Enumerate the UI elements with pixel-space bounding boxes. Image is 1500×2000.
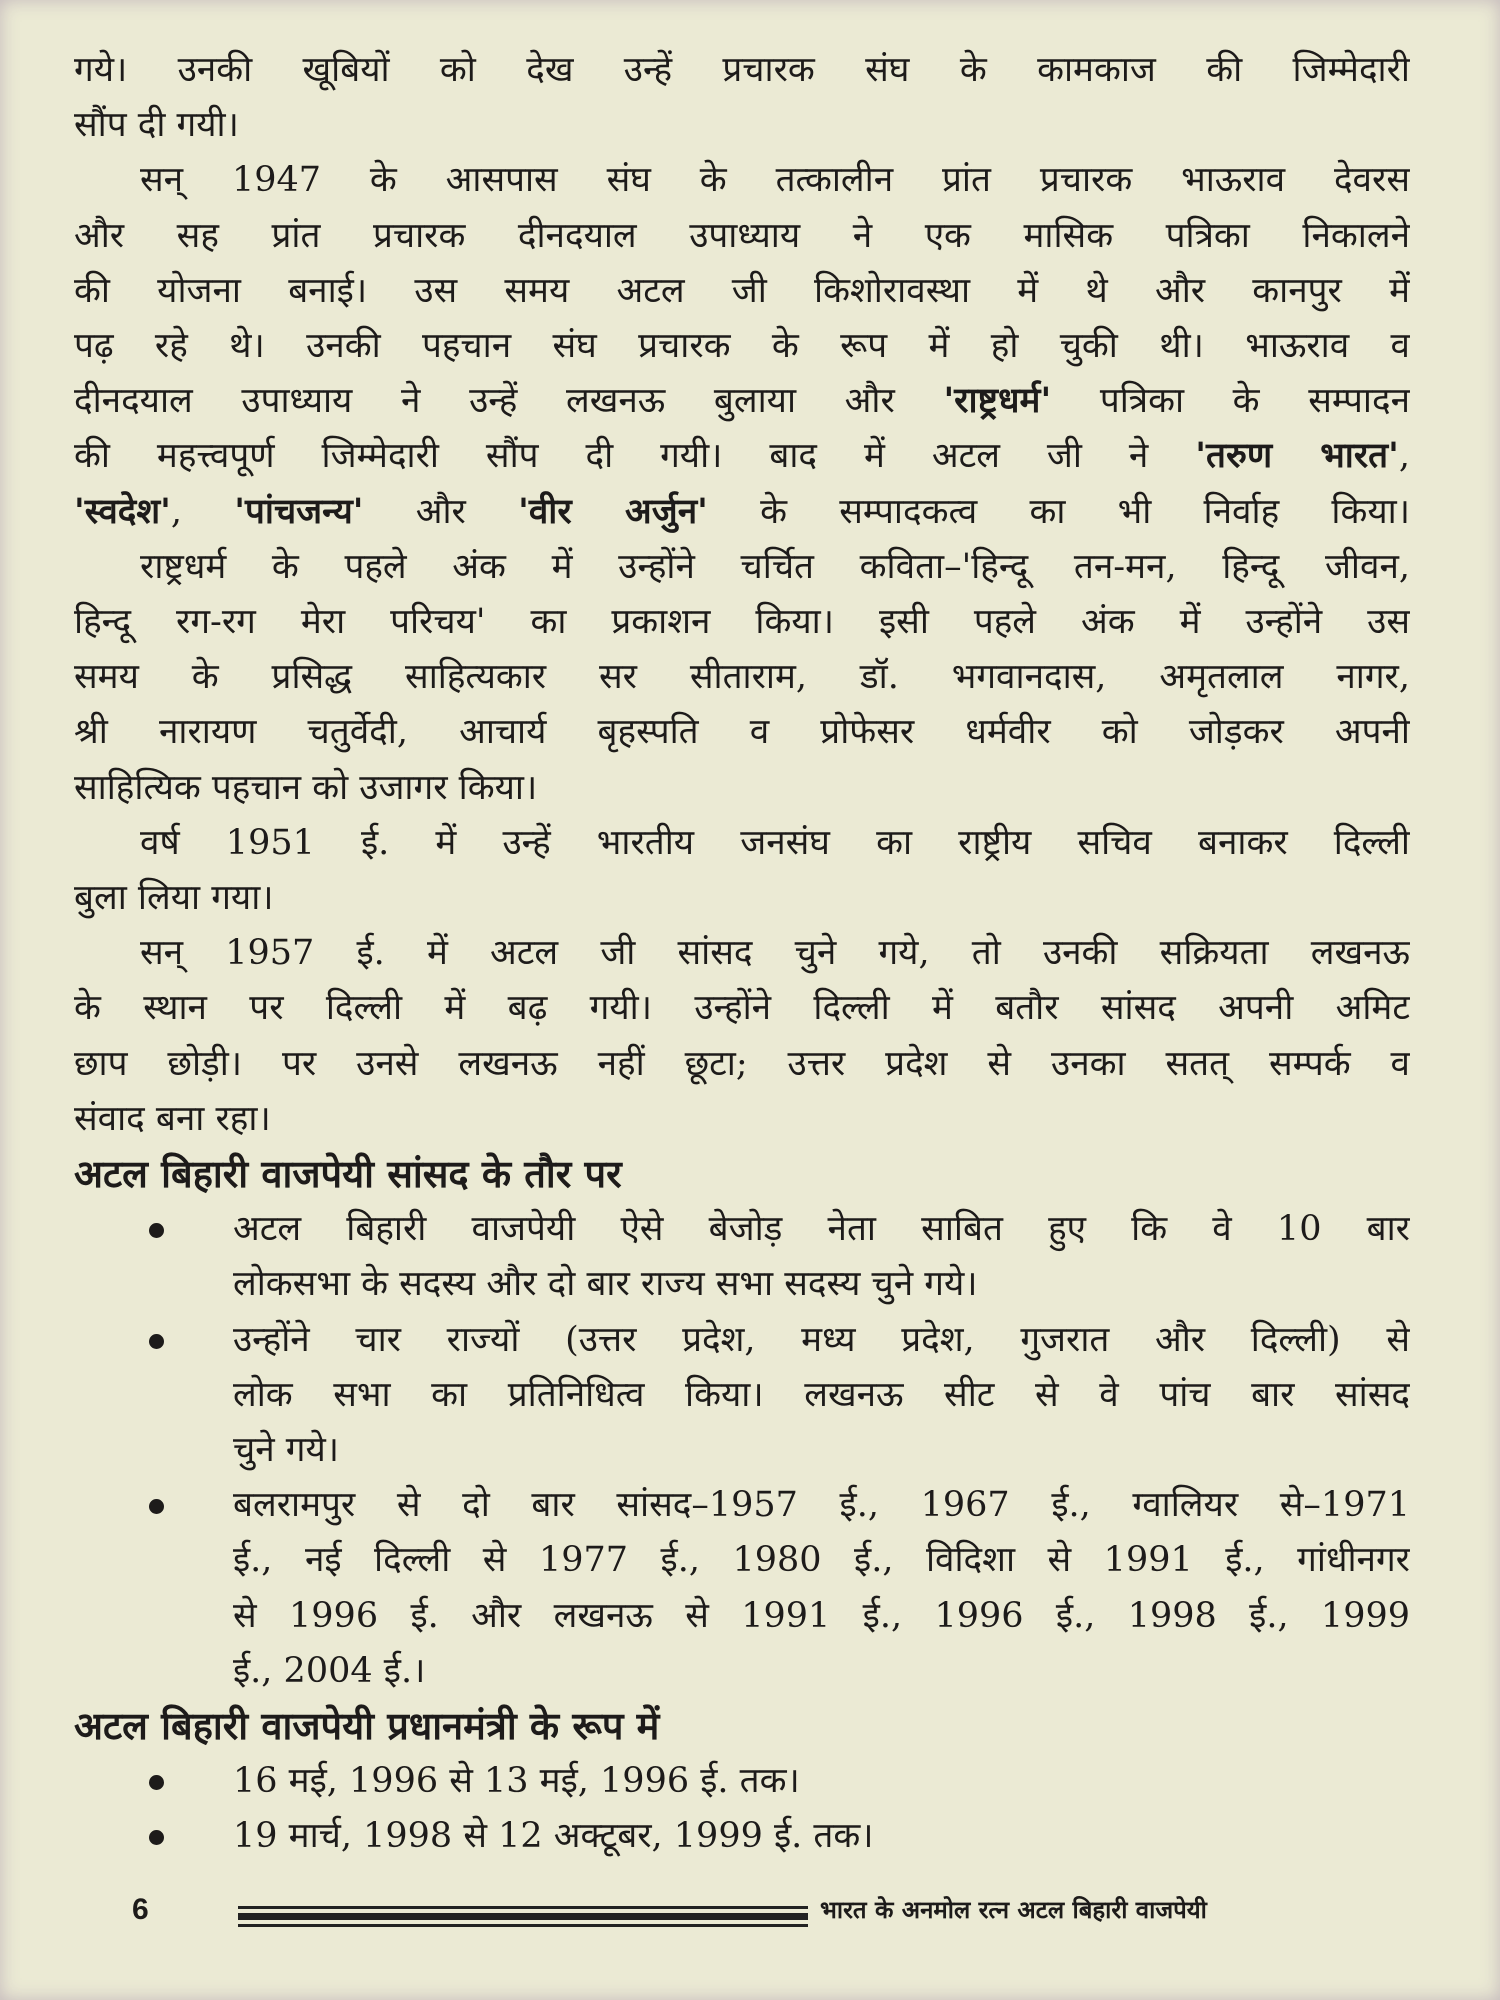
paragraph-line: बुला लिया गया। — [74, 878, 274, 918]
bullet-line: 19 मार्च, 1998 से 12 अक्टूबर, 1999 ई. तक। — [233, 1816, 874, 1857]
bold-title-text: 'पांचजन्य' — [234, 490, 364, 532]
bullet-icon — [149, 1830, 164, 1845]
section-heading: अटल बिहारी वाजपेयी सांसद के तौर पर — [74, 1152, 622, 1196]
bullet-line: अटल बिहारी वाजपेयी ऐसे बेजोड़ नेता साबित हुए कि वे 10 बार — [233, 1209, 1410, 1250]
paragraph-line — [74, 428, 1410, 484]
text-segment: , — [170, 491, 235, 532]
paragraph-line — [74, 373, 1410, 429]
text-segment: , — [1398, 436, 1410, 477]
bullet-icon — [149, 1775, 164, 1790]
bold-title-text: 'राष्ट्रधर्म' — [943, 380, 1052, 422]
text-segment: की महत्त्वपूर्ण जिम्मेदारी सौंप दी गयी। बाद में अटल जी ने — [74, 436, 1196, 477]
footer-rule-bottom — [238, 1924, 808, 1927]
footer-book-title: भारत के अनमोल रत्न अटल बिहारी वाजपेयी — [820, 1896, 1207, 1924]
paragraph-line: छाप छोड़ी। पर उनसे लखनऊ नहीं छूटा; उत्तर प्रदेश से उनका सतत् सम्पर्क व — [74, 1043, 1410, 1084]
bullet-icon — [149, 1223, 164, 1238]
paragraph-line: वर्ष 1951 ई. में उन्हें भारतीय जनसंघ का राष्ट्रीय सचिव बनाकर दिल्ली — [140, 822, 1410, 863]
bullet-line: चुने गये। — [233, 1430, 340, 1470]
text-segment: दीनदयाल उपाध्याय ने उन्हें लखनऊ बुलाया और — [74, 381, 944, 422]
paragraph-line: गये। उनकी खूबियों को देख उन्हें प्रचारक संघ के कामकाज की जिम्मेदारी — [74, 50, 1410, 90]
page-number: 6 — [132, 1893, 149, 1926]
bullet-line: उन्होंने चार राज्यों (उत्तर प्रदेश, मध्य प्रदेश, गुजरात और दिल्ली) से — [233, 1319, 1410, 1360]
paragraph-line: की योजना बनाई। उस समय अटल जी किशोरावस्था में थे और कानपुर में — [74, 270, 1410, 311]
paragraph-line: पढ़ रहे थे। उनकी पहचान संघ प्रचारक के रूप में हो चुकी थी। भाऊराव व — [74, 326, 1410, 366]
paragraph-line: सौंप दी गयी। — [74, 105, 239, 146]
paragraph-line: सन् 1947 के आसपास संघ के तत्कालीन प्रांत प्रचारक भाऊराव देवरस — [140, 160, 1410, 201]
bold-title-text: 'वीर अर्जुन' — [518, 490, 708, 532]
text-segment: पत्रिका के सम्पादन — [1051, 381, 1410, 422]
paragraph-line: के स्थान पर दिल्ली में बढ़ गयी। उन्होंने दिल्ली में बतौर सांसद अपनी अमिट — [74, 988, 1410, 1029]
paragraph-line: सन् 1957 ई. में अटल जी सांसद चुने गये, तो उनकी सक्रियता लखनऊ — [140, 933, 1410, 974]
text-segment: और — [363, 491, 519, 532]
paragraph-line: राष्ट्रधर्म के पहले अंक में उन्होंने चर्चित कविता–'हिन्दू तन-मन, हिन्दू जीवन, — [140, 546, 1410, 587]
paragraph-line: समय के प्रसिद्ध साहित्यकार सर सीताराम, डॉ. भगवानदास, अमृतलाल नागर, — [74, 657, 1410, 698]
paragraph-line: हिन्दू रग-रग मेरा परिचय' का प्रकाशन किया। इसी पहले अंक में उन्होंने उस — [74, 602, 1410, 642]
paragraph-line — [74, 484, 1410, 540]
bullet-line: 16 मई, 1996 से 13 मई, 1996 ई. तक। — [233, 1761, 800, 1802]
paragraph-line: श्री नारायण चतुर्वेदी, आचार्य बृहस्पति व प्रोफेसर धर्मवीर को जोड़कर अपनी — [74, 712, 1410, 753]
bullet-line: बलरामपुर से दो बार सांसद–1957 ई., 1967 ई., ग्वालियर से–1971 — [233, 1485, 1410, 1526]
bold-title-text: 'स्वदेश' — [74, 490, 171, 532]
paragraph-line: और सह प्रांत प्रचारक दीनदयाल उपाध्याय ने एक मासिक पत्रिका निकालने — [74, 215, 1410, 256]
bold-title-text: 'तरुण भारत' — [1195, 435, 1399, 477]
bullet-line: लोकसभा के सदस्य और दो बार राज्य सभा सदस्य चुने गये। — [233, 1264, 978, 1305]
bullet-icon — [149, 1334, 164, 1349]
bullet-line: ई., 2004 ई.। — [233, 1650, 426, 1691]
section-heading: अटल बिहारी वाजपेयी प्रधानमंत्री के रूप में — [74, 1704, 660, 1748]
paragraph-line: संवाद बना रहा। — [74, 1098, 271, 1139]
bullet-icon — [149, 1499, 164, 1514]
bullet-line: ई., नई दिल्ली से 1977 ई., 1980 ई., विदिशा से 1991 ई., गांधीनगर — [233, 1540, 1410, 1581]
footer-rule-middle — [238, 1913, 808, 1920]
footer-rule-top — [238, 1906, 808, 1909]
text-segment: के सम्पादकत्व का भी निर्वाह किया। — [707, 491, 1410, 532]
bullet-line: लोक सभा का प्रतिनिधित्व किया। लखनऊ सीट से वे पांच बार सांसद — [233, 1374, 1410, 1415]
paragraph-line: साहित्यिक पहचान को उजागर किया। — [74, 767, 538, 808]
bullet-line: से 1996 ई. और लखनऊ से 1991 ई., 1996 ई., 1998 ई., 1999 — [233, 1595, 1410, 1636]
